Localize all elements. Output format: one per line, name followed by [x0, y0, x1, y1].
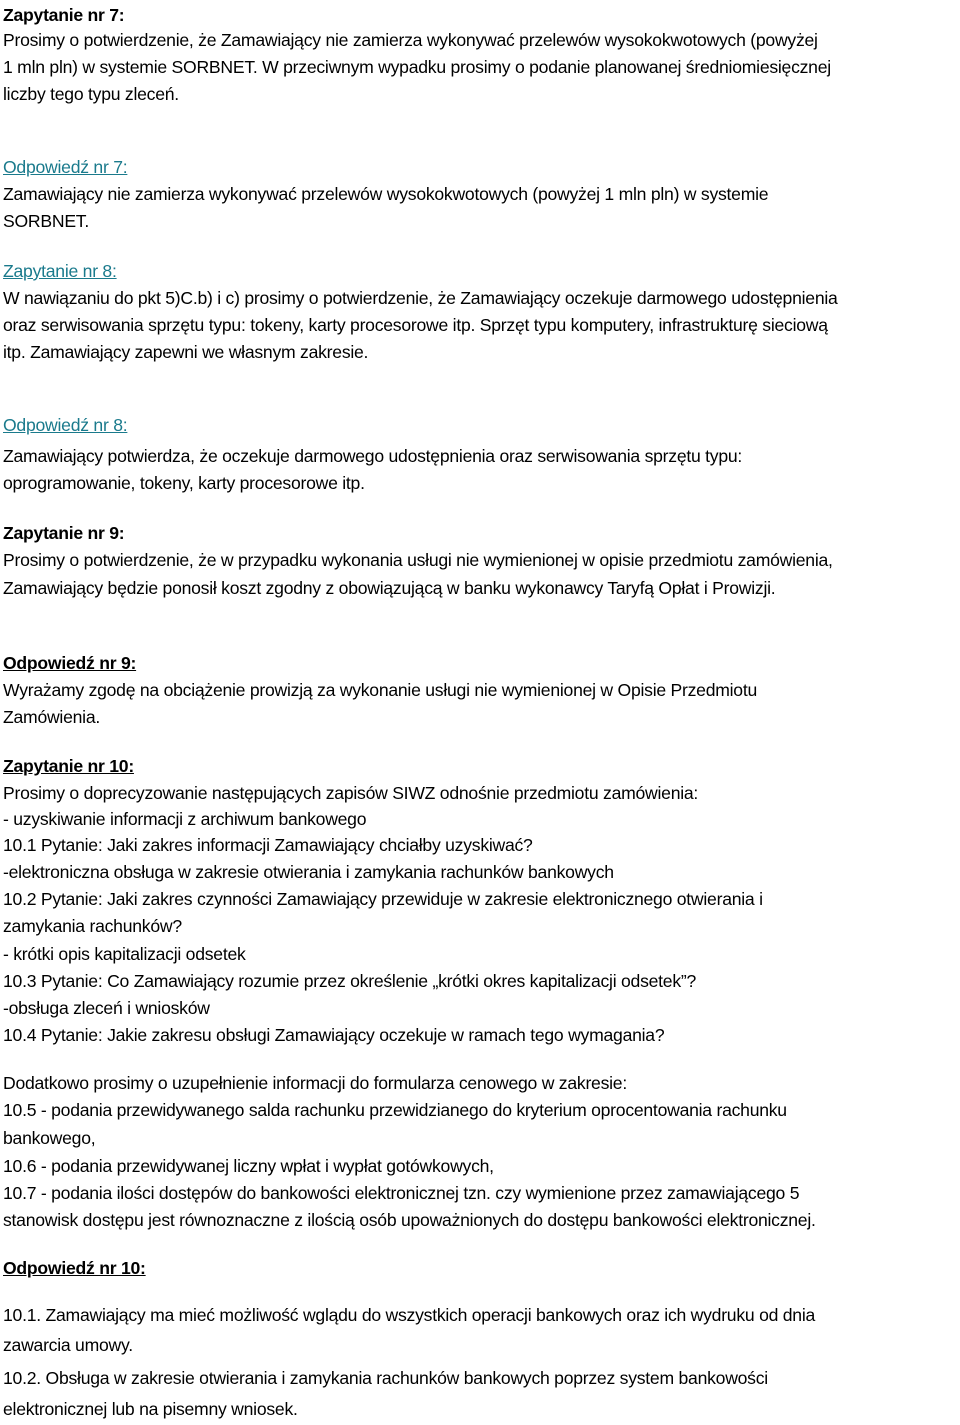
answer-9-line: Wyrażamy zgodę na obciążenie prowizją za wykonanie usługi nie wymienionej w Opisie Przedmiotu [3, 680, 758, 700]
question-7-line: Prosimy o potwierdzenie, że Zamawiający nie zamierza wykonywać przelewów wysokokwotowych (powyżej [3, 30, 818, 50]
answer-7-heading: Odpowiedź nr 7: [3, 157, 128, 177]
question-10-extra-line: Dodatkowo prosimy o uzupełnienie informacji do formularza cenowego w zakresie: [3, 1073, 627, 1093]
question-10-extra-line: stanowisk dostępu jest równoznaczne z ilością osób upoważnionych do dostępu bankowości elektronicznej. [3, 1210, 816, 1230]
question-10-line: 10.4 Pytanie: Jakie zakresu obsługi Zamawiający oczekuje w ramach tego wymagania? [3, 1025, 665, 1045]
question-10-heading: Zapytanie nr 10: [3, 756, 134, 776]
question-10-extra-line: 10.6 - podania przewidywanej liczny wpłat i wypłat gotówkowych, [3, 1156, 494, 1176]
question-10-line: 10.3 Pytanie: Co Zamawiający rozumie przez określenie „krótki okres kapitalizacji odsetek”? [3, 971, 697, 991]
answer-8-line: Zamawiający potwierdza, że oczekuje darmowego udostępnienia oraz serwisowania sprzętu typu: [3, 446, 743, 466]
question-9-line: Prosimy o potwierdzenie, że w przypadku wykonania usługi nie wymienionej w opisie przedmiotu zamówienia, [3, 550, 833, 570]
question-10-line: Prosimy o doprecyzowanie następujących zapisów SIWZ odnośnie przedmiotu zamówienia: [3, 783, 699, 803]
question-10-extra-line: 10.7 - podania ilości dostępów do bankowości elektronicznej tzn. czy wymienione przez zamawiającego 5 [3, 1183, 800, 1203]
question-10-line: 10.1 Pytanie: Jaki zakres informacji Zamawiający chciałby uzyskiwać? [3, 835, 533, 855]
question-10-line: -elektroniczna obsługa w zakresie otwierania i zamykania rachunków bankowych [3, 862, 614, 882]
question-10-line: - uzyskiwanie informacji z archiwum bankowego [3, 809, 367, 829]
question-9-heading: Zapytanie nr 9: [3, 523, 125, 543]
question-8-line: itp. Zamawiający zapewni we własnym zakresie. [3, 342, 369, 362]
answer-10-heading: Odpowiedź nr 10: [3, 1258, 146, 1278]
answer-10-line: elektronicznej lub na pisemny wniosek. [3, 1399, 298, 1419]
answer-9-line: Zamówienia. [3, 707, 100, 727]
question-8-line: W nawiązaniu do pkt 5)C.b) i c) prosimy o potwierdzenie, że Zamawiający oczekuje darmowego udostępnienia [3, 288, 838, 308]
question-7-heading: Zapytanie nr 7: [3, 5, 125, 25]
answer-9-heading: Odpowiedź nr 9: [3, 653, 137, 673]
question-8-heading: Zapytanie nr 8: [3, 261, 117, 281]
question-7-line: liczby tego typu zleceń. [3, 84, 179, 104]
answer-10-line: 10.2. Obsługa w zakresie otwierania i zamykania rachunków bankowych poprzez system bankowości [3, 1368, 768, 1388]
question-7-line: 1 mln pln) w systemie SORBNET. W przeciwnym wypadku prosimy o podanie planowanej średniomiesięcznej [3, 57, 831, 77]
answer-10-line: zawarcia umowy. [3, 1335, 133, 1355]
question-10-line: zamykania rachunków? [3, 916, 182, 936]
question-10-line: -obsługa zleceń i wniosków [3, 998, 210, 1018]
answer-8-heading: Odpowiedź nr 8: [3, 415, 128, 435]
question-10-line: - krótki opis kapitalizacji odsetek [3, 944, 246, 964]
answer-8-line: oprogramowanie, tokeny, karty procesorowe itp. [3, 473, 365, 493]
answer-7-line: Zamawiający nie zamierza wykonywać przelewów wysokokwotowych (powyżej 1 mln pln) w systemie [3, 184, 769, 204]
question-10-extra-line: 10.5 - podania przewidywanego salda rachunku przewidzianego do kryterium oprocentowania rachunku [3, 1100, 787, 1120]
question-9-line: Zamawiający będzie ponosił koszt zgodny z obowiązującą w banku wykonawcy Taryfą Opłat i Prowizji. [3, 578, 776, 598]
answer-10-line: 10.1. Zamawiający ma mieć możliwość wglądu do wszystkich operacji bankowych oraz ich wydruku od dnia [3, 1305, 816, 1325]
answer-7-line: SORBNET. [3, 211, 89, 231]
question-10-extra-line: bankowego, [3, 1128, 96, 1148]
question-8-line: oraz serwisowania sprzętu typu: tokeny, karty procesorowe itp. Sprzęt typu komputery, infrastrukturę sieciową [3, 315, 828, 335]
question-10-line: 10.2 Pytanie: Jaki zakres czynności Zamawiający przewiduje w zakresie elektronicznego otwierania i [3, 889, 763, 909]
